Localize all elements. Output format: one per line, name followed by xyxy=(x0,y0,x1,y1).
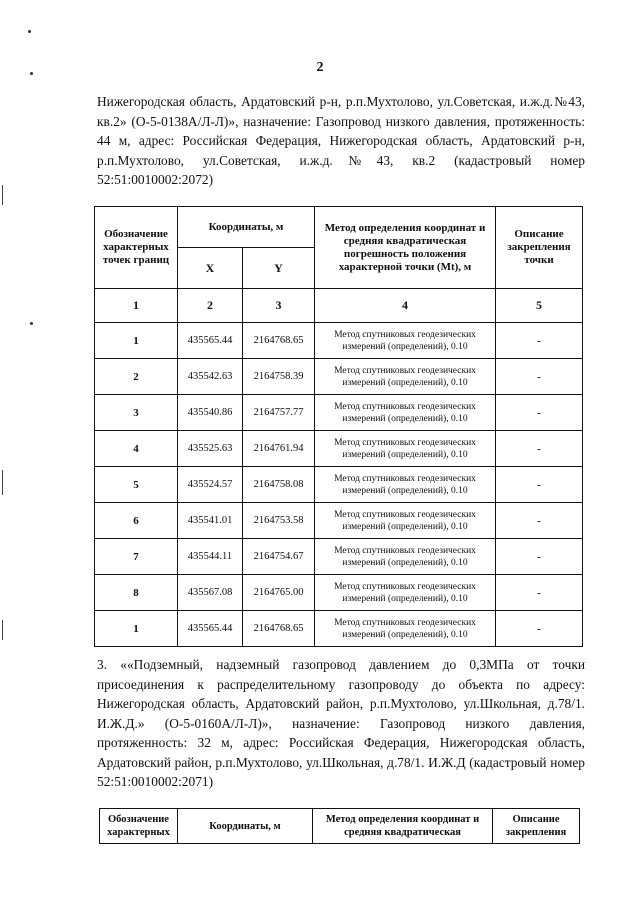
header-description: Описание закрепления xyxy=(493,809,580,844)
description-cell: - xyxy=(496,539,583,575)
header-coordinates: Координаты, м xyxy=(178,207,315,248)
description-cell: - xyxy=(496,467,583,503)
method-cell: Метод спутниковых геодезических измерений (определений), 0.10 xyxy=(315,611,496,647)
table-row xyxy=(95,503,583,539)
table-row xyxy=(95,467,583,503)
method-cell: Метод спутниковых геодезических измерений (определений), 0.10 xyxy=(315,395,496,431)
scan-edge-line xyxy=(2,620,3,640)
x-cell: 435525.63 xyxy=(178,431,243,467)
method-cell: Метод спутниковых геодезических измерений (определений), 0.10 xyxy=(315,359,496,395)
point-cell: 3 xyxy=(95,395,178,431)
y-cell: 2164758.39 xyxy=(243,359,315,395)
header-point-designation: Обозначение характерных xyxy=(100,809,178,844)
x-cell: 435541.01 xyxy=(178,503,243,539)
description-cell: - xyxy=(496,431,583,467)
x-cell: 435565.44 xyxy=(178,611,243,647)
x-cell: 435542.63 xyxy=(178,359,243,395)
x-cell: 435565.44 xyxy=(178,323,243,359)
y-cell: 2164768.65 xyxy=(243,611,315,647)
scan-speck xyxy=(28,30,31,33)
y-cell: 2164761.94 xyxy=(243,431,315,467)
column-number: 5 xyxy=(496,289,583,323)
point-cell: 8 xyxy=(95,575,178,611)
header-method: Метод определения координат и средняя квадратическая погрешность положения характерной точки (Mt), м xyxy=(315,207,496,289)
x-cell: 435524.57 xyxy=(178,467,243,503)
table-row xyxy=(95,323,583,359)
scan-edge-line xyxy=(2,470,3,495)
column-number: 1 xyxy=(95,289,178,323)
method-cell: Метод спутниковых геодезических измерений (определений), 0.10 xyxy=(315,467,496,503)
description-cell: - xyxy=(496,611,583,647)
y-cell: 2164757.77 xyxy=(243,395,315,431)
method-cell: Метод спутниковых геодезических измерений (определений), 0.10 xyxy=(315,539,496,575)
method-cell: Метод спутниковых геодезических измерений (определений), 0.10 xyxy=(315,575,496,611)
description-cell: - xyxy=(496,323,583,359)
coordinates-table-1 xyxy=(94,206,583,647)
page-number: 2 xyxy=(316,60,324,75)
table-row xyxy=(95,575,583,611)
scan-edge-line xyxy=(2,185,3,205)
method-cell: Метод спутниковых геодезических измерений (определений), 0.10 xyxy=(315,431,496,467)
x-cell: 435544.11 xyxy=(178,539,243,575)
table-row xyxy=(95,359,583,395)
paragraph-object-2: Нижегородская область, Ардатовский р-н, р.п.Мухтолово, ул.Советская, и.ж.д.№43, кв.2» (О-5-0138А/Л-Л)», назначение: Газопровод низкого давления, протяженность: 44 м, адрес: Российская Федерация, Нижегородская область, Ардатовский р-н, р.п.Мухтолово, ул.Советская, и.ж.д.№43, кв.2 (кадастровый номер 52:51:0010002:2072) xyxy=(97,94,585,187)
header-coordinates: Координаты, м xyxy=(178,809,313,844)
point-cell: 1 xyxy=(95,323,178,359)
y-cell: 2164754.67 xyxy=(243,539,315,575)
table-row xyxy=(95,431,583,467)
header-method: Метод определения координат и средняя квадратическая xyxy=(313,809,493,844)
column-number: 2 xyxy=(178,289,243,323)
y-cell: 2164753.58 xyxy=(243,503,315,539)
description-cell: - xyxy=(496,503,583,539)
paragraph-object-3: 3. ««Подземный, надземный газопровод давлением до 0,3МПа от точки присоединения к распределительному газопроводу до объекта по адресу: Нижегородская область, Ардатовский район, р.п.Мухтолово, ул.Школьная, д.78/1. И.Ж.Д.» (О-5-0160А/Л-Л)», назначение: Газопровод низкого давления, протяженность: 32 м, адрес: Российская Федерация, Нижегородская область, Ардатовский район, р.п.Мухтолово, ул.Школьная, д.78/1. И.Ж.Д (кадастровый номер 52:51:0010002:2071) xyxy=(97,657,585,789)
table-row xyxy=(95,539,583,575)
method-cell: Метод спутниковых геодезических измерений (определений), 0.10 xyxy=(315,503,496,539)
y-cell: 2164758.08 xyxy=(243,467,315,503)
description-cell: - xyxy=(496,575,583,611)
header-y: Y xyxy=(243,248,315,289)
y-cell: 2164768.65 xyxy=(243,323,315,359)
point-cell: 4 xyxy=(95,431,178,467)
y-cell: 2164765.00 xyxy=(243,575,315,611)
table-row xyxy=(95,611,583,647)
scan-speck xyxy=(30,322,33,325)
header-point-designation: Обозначение характерных точек границ xyxy=(95,207,178,289)
method-cell: Метод спутниковых геодезических измерений (определений), 0.10 xyxy=(315,323,496,359)
point-cell: 6 xyxy=(95,503,178,539)
coordinates-table-2 xyxy=(99,808,580,844)
table-row xyxy=(95,395,583,431)
header-description: Описание закрепления точки xyxy=(496,207,583,289)
point-cell: 2 xyxy=(95,359,178,395)
header-x: X xyxy=(178,248,243,289)
x-cell: 435540.86 xyxy=(178,395,243,431)
point-cell: 5 xyxy=(95,467,178,503)
column-number: 4 xyxy=(315,289,496,323)
column-number: 3 xyxy=(243,289,315,323)
x-cell: 435567.08 xyxy=(178,575,243,611)
description-cell: - xyxy=(496,395,583,431)
description-cell: - xyxy=(496,359,583,395)
point-cell: 7 xyxy=(95,539,178,575)
point-cell: 1 xyxy=(95,611,178,647)
